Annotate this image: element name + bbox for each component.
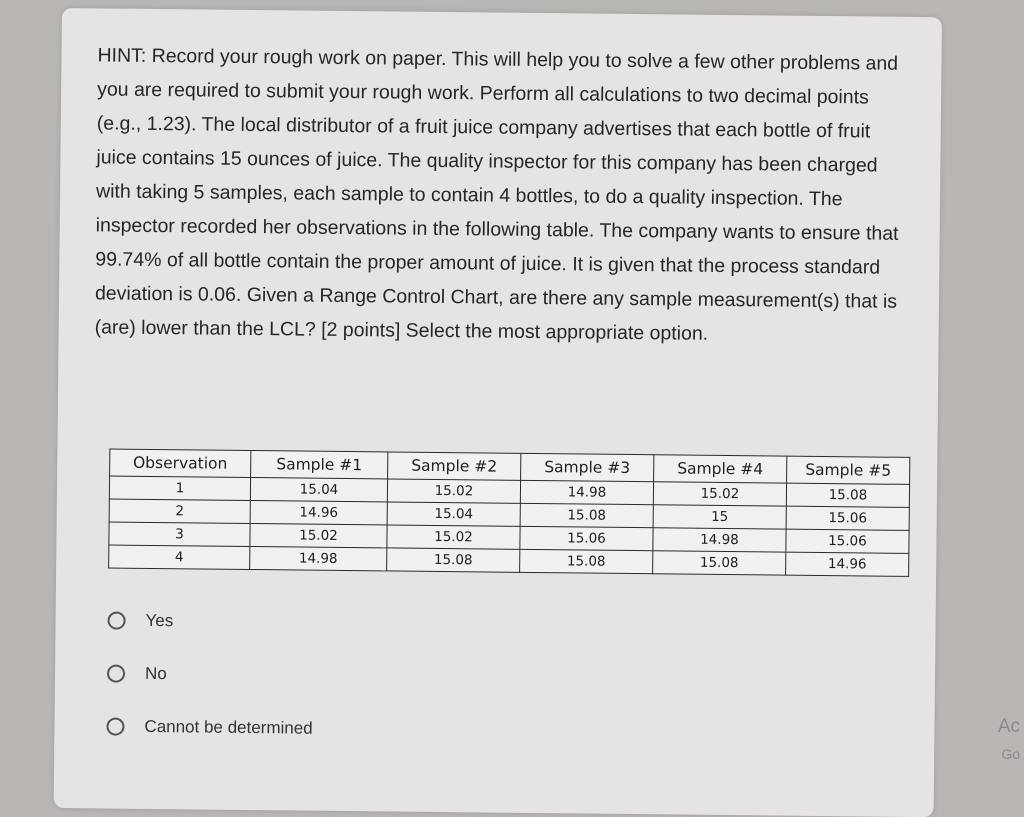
option-label: Yes [145, 610, 174, 630]
table-cell: 15.04 [387, 502, 520, 526]
radio-circle-icon[interactable] [107, 664, 125, 682]
table-cell: 14.96 [786, 552, 909, 576]
radio-circle-icon[interactable] [106, 717, 124, 735]
cell-observation: 3 [109, 522, 250, 546]
table-cell: 15.08 [520, 549, 653, 573]
corner-text-line1: Ac [997, 716, 1020, 737]
cell-observation: 1 [109, 476, 250, 500]
question-text: HINT: Record your rough work on paper. This will help you to solve a few other problems and you are required to submit your rough work. Perform all calculations to two decimal points (e.g., 1.23). The local distributor of a fruit juice company advertises that each bottle of fruit juice contains 15 ounces of juice. The quality inspector for this company has been charged with taking 5 samples, each sample to contain 4 bottles, to do a quality inspection. The inspector recorded her observations in the following table. The company wants to ensure that 99.74% of all bottle contain the proper amount of juice. It is given that the process standard deviation is 0.06. Given a Range Control Chart, are there any sample measurement(s) that is (are) lower than the LCL? [2 points] Select the most appropriate option. [94, 44, 899, 345]
radio-circle-icon[interactable] [107, 611, 125, 629]
table-cell: 15.02 [653, 482, 786, 506]
cell-observation: 4 [109, 545, 250, 569]
table-cell: 15.04 [250, 478, 387, 502]
table-cell: 15.02 [387, 479, 520, 503]
table-cell: 15.08 [786, 483, 909, 507]
option-no[interactable] [107, 647, 314, 702]
corner-text-line2: Go [1001, 746, 1020, 762]
table-cell: 15.08 [387, 548, 520, 572]
table-cell: 15.02 [387, 525, 520, 549]
table-cell: 14.98 [520, 480, 653, 504]
table-cell: 15.08 [653, 551, 786, 575]
table-cell: 15 [653, 505, 786, 529]
header-sample-3: Sample #3 [521, 453, 654, 481]
table-cell: 14.98 [653, 528, 786, 552]
header-sample-1: Sample #1 [251, 451, 388, 479]
option-label: No [144, 663, 167, 683]
table-cell: 15.06 [786, 529, 909, 553]
answer-options [106, 594, 314, 755]
table-cell: 15.02 [250, 523, 387, 547]
option-cannot-be-determined[interactable] [106, 700, 313, 755]
observation-table [108, 449, 910, 577]
header-sample-4: Sample #4 [654, 455, 787, 483]
option-label: Cannot be determined [144, 716, 313, 738]
table-cell: 15.06 [786, 506, 909, 530]
table-cell: 15.08 [520, 503, 653, 527]
header-sample-2: Sample #2 [388, 452, 521, 480]
cell-observation: 2 [109, 499, 250, 523]
table-cell: 14.96 [250, 500, 387, 524]
header-observation: Observation [110, 449, 251, 477]
question-card [54, 8, 942, 817]
header-sample-5: Sample #5 [787, 456, 910, 484]
option-yes[interactable] [107, 594, 314, 649]
table-cell: 15.06 [520, 526, 653, 550]
table-cell: 14.98 [250, 546, 387, 570]
